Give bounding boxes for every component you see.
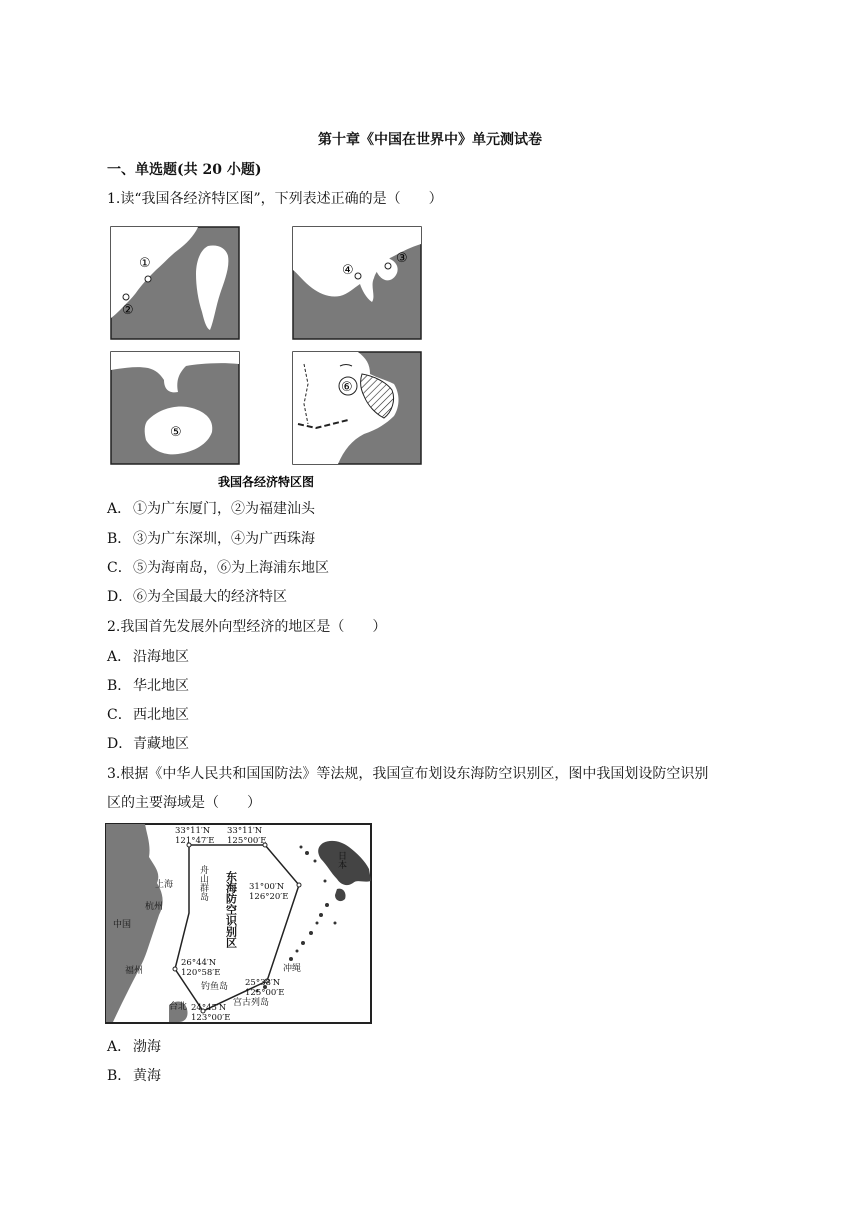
q2-option-a[interactable]: A． 沿海地区 <box>107 649 189 665</box>
q3-option-b[interactable]: B． 黄海 <box>107 1068 161 1084</box>
figure-caption: 我国各经济特区图 <box>217 475 315 489</box>
q1-option-d[interactable]: D．⑥为全国最大的经济特区 <box>107 589 287 605</box>
q2-option-b[interactable]: B． 华北地区 <box>107 678 189 694</box>
label-2: ② <box>122 303 134 318</box>
east-china-sea-adiz-map <box>105 823 372 1024</box>
question-3-stem-line1: 3.根据《中华人民共和国国防法》等法规，我国宣布划设东海防空识别区，图中我国划设防空识别 <box>107 766 709 782</box>
q1-option-c[interactable]: C．⑤为海南岛，⑥为上海浦东地区 <box>107 560 329 576</box>
label-taibei: 台北 <box>169 1002 188 1012</box>
coord-2-lon: 125°00′E <box>227 836 267 846</box>
map-panel-3 <box>111 352 239 464</box>
coord-1-lon: 121°47′E <box>175 836 215 846</box>
coord-2-lat: 33°11′N <box>227 826 263 836</box>
coord-4-lon: 120°58′E <box>181 968 221 978</box>
label-hangzhou: 杭州 <box>145 902 164 912</box>
label-zhoushan: 舟山群岛 <box>198 865 208 901</box>
map-panel-1 <box>111 227 239 339</box>
label-okinawa: 冲绳 <box>283 964 302 974</box>
label-shanghai: 上海 <box>155 880 174 890</box>
q2-option-d[interactable]: D．青藏地区 <box>107 736 189 752</box>
coord-5-lat: 25°38′N <box>245 978 281 988</box>
question-3-stem-line2: 区的主要海域是（ ） <box>107 795 261 811</box>
label-japan: 日本 <box>336 851 346 869</box>
q3-option-a[interactable]: A． 渤海 <box>107 1039 161 1055</box>
map-panel-2 <box>293 227 421 339</box>
coord-6-lat: 24°45′N <box>191 1003 227 1013</box>
coord-5-lon: 125°00′E <box>245 988 285 998</box>
document-title: 第十章《中国在世界中》单元测试卷 <box>318 132 542 148</box>
label-fuzhou: 福州 <box>125 966 144 976</box>
label-3: ③ <box>396 251 408 266</box>
coord-4-lat: 26°44′N <box>181 958 217 968</box>
section-heading: 一、单选题(共 20 小题) <box>107 162 262 178</box>
label-6: ⑥ <box>341 380 353 395</box>
label-diaoyu: 钓鱼岛 <box>201 982 229 992</box>
q1-option-b[interactable]: B． ③为广东深圳，④为广西珠海 <box>107 531 315 547</box>
label-miyako: 宫古列岛 <box>233 998 270 1008</box>
coord-1-lat: 33°11′N <box>175 826 211 836</box>
coord-3-lat: 31°00′N <box>249 882 285 892</box>
coord-3-lon: 126°20′E <box>249 892 289 902</box>
question-2-stem: 2.我国首先发展外向型经济的地区是（ ） <box>107 619 387 635</box>
label-5: ⑤ <box>170 425 182 440</box>
label-china: 中国 <box>113 920 132 930</box>
map-panel-4 <box>293 352 421 464</box>
special-economic-zones-figure <box>108 224 424 492</box>
coord-6-lon: 123°00′E <box>191 1013 231 1023</box>
question-1-stem: 1.读“我国各经济特区图”，下列表述正确的是（ ） <box>107 191 443 207</box>
label-adiz: 东海防空识别区 <box>224 871 238 948</box>
label-1: ① <box>139 256 151 271</box>
q1-option-a[interactable]: A． ①为广东厦门，②为福建汕头 <box>107 501 315 517</box>
label-4: ④ <box>342 263 354 278</box>
q2-option-c[interactable]: C．西北地区 <box>107 707 189 723</box>
